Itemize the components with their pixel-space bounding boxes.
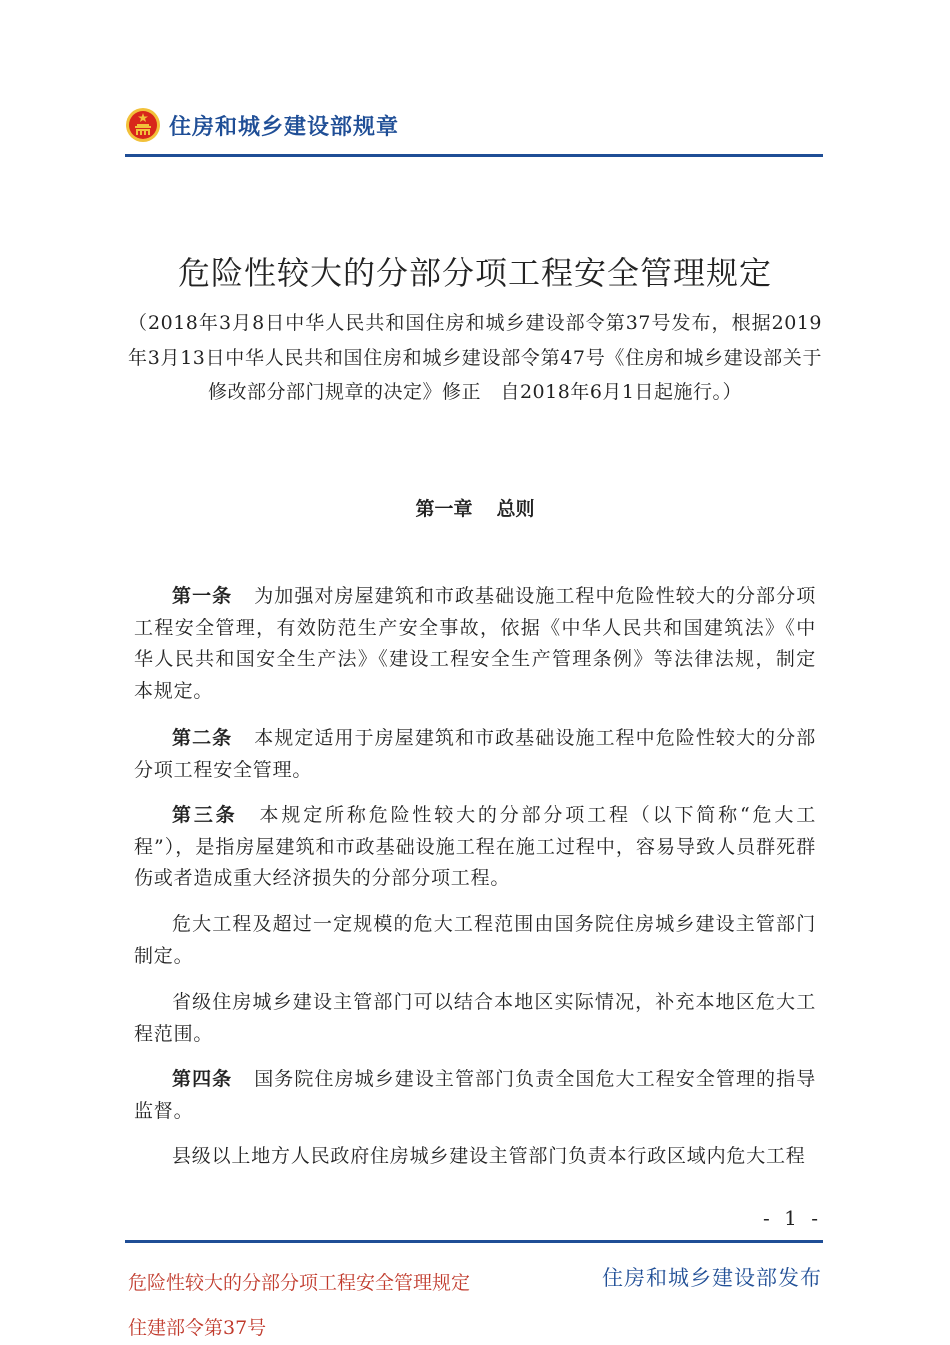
article-text: 本规定所称危险性较大的分部分项工程（以下简称“危大工程”），是指房屋建筑和市政基础设施工程在施工过程中，容易导致人员群死群伤或者造成重大经济损失的分部分项工程。 xyxy=(134,804,817,889)
article-label: 第二条 xyxy=(172,727,233,749)
article-label: 第三条 xyxy=(172,804,238,826)
national-emblem-icon xyxy=(125,106,161,144)
document-subtitle: （2018年3月8日中华人民共和国住房和城乡建设部令第37号发布，根据2019年3月13日中华人民共和国住房和城乡建设部令第47号《住房和城乡建设部关于修改部分部门规章的决定》修正 自2018年6月1日起施行。） xyxy=(128,312,822,403)
header-divider xyxy=(125,154,823,157)
chapter-name: 总则 xyxy=(496,498,535,520)
document-title: 危险性较大的分部分项工程安全管理规定 xyxy=(177,254,772,292)
body-paragraph xyxy=(134,987,816,1050)
paragraph-text: 省级住房城乡建设主管部门可以结合本地区实际情况，补充本地区危大工程范围。 xyxy=(134,991,816,1045)
footer-order-number: 住建部令第37号 xyxy=(128,1317,267,1339)
footer-divider xyxy=(125,1240,823,1243)
body-paragraph xyxy=(134,909,816,972)
chapter-number: 第一章 xyxy=(415,498,473,520)
article-paragraph xyxy=(134,800,816,895)
page-number: - 1 - xyxy=(763,1206,822,1230)
footer-publisher: 住房和城乡建设部发布 xyxy=(602,1266,822,1290)
article-paragraph xyxy=(134,1064,816,1127)
header-title: 住房和城乡建设部规章 xyxy=(169,115,400,140)
article-label: 第四条 xyxy=(172,1068,233,1090)
footer-document-title: 危险性较大的分部分项工程安全管理规定 xyxy=(128,1272,471,1294)
article-text: 国务院住房城乡建设主管部门负责全国危大工程安全管理的指导监督。 xyxy=(134,1068,817,1122)
body-paragraph xyxy=(134,1141,816,1173)
page-header xyxy=(125,100,823,156)
article-text: 本规定适用于房屋建筑和市政基础设施工程中危险性较大的分部分项工程安全管理。 xyxy=(134,727,817,781)
paragraph-text: 县级以上地方人民政府住房城乡建设主管部门负责本行政区域内危大工程 xyxy=(172,1145,806,1167)
paragraph-text: 危大工程及超过一定规模的危大工程范围由国务院住房城乡建设主管部门制定。 xyxy=(134,913,816,967)
chapter-heading xyxy=(100,494,850,521)
article-paragraph xyxy=(134,581,816,707)
article-text: 为加强对房屋建筑和市政基础设施工程中危险性较大的分部分项工程安全管理，有效防范生产安全事故，依据《中华人民共和国建筑法》《中华人民共和国安全生产法》《建设工程安全生产管理条例》等法律法规，制定本规定。 xyxy=(134,585,817,702)
article-paragraph xyxy=(134,723,816,786)
article-label: 第一条 xyxy=(172,585,233,607)
